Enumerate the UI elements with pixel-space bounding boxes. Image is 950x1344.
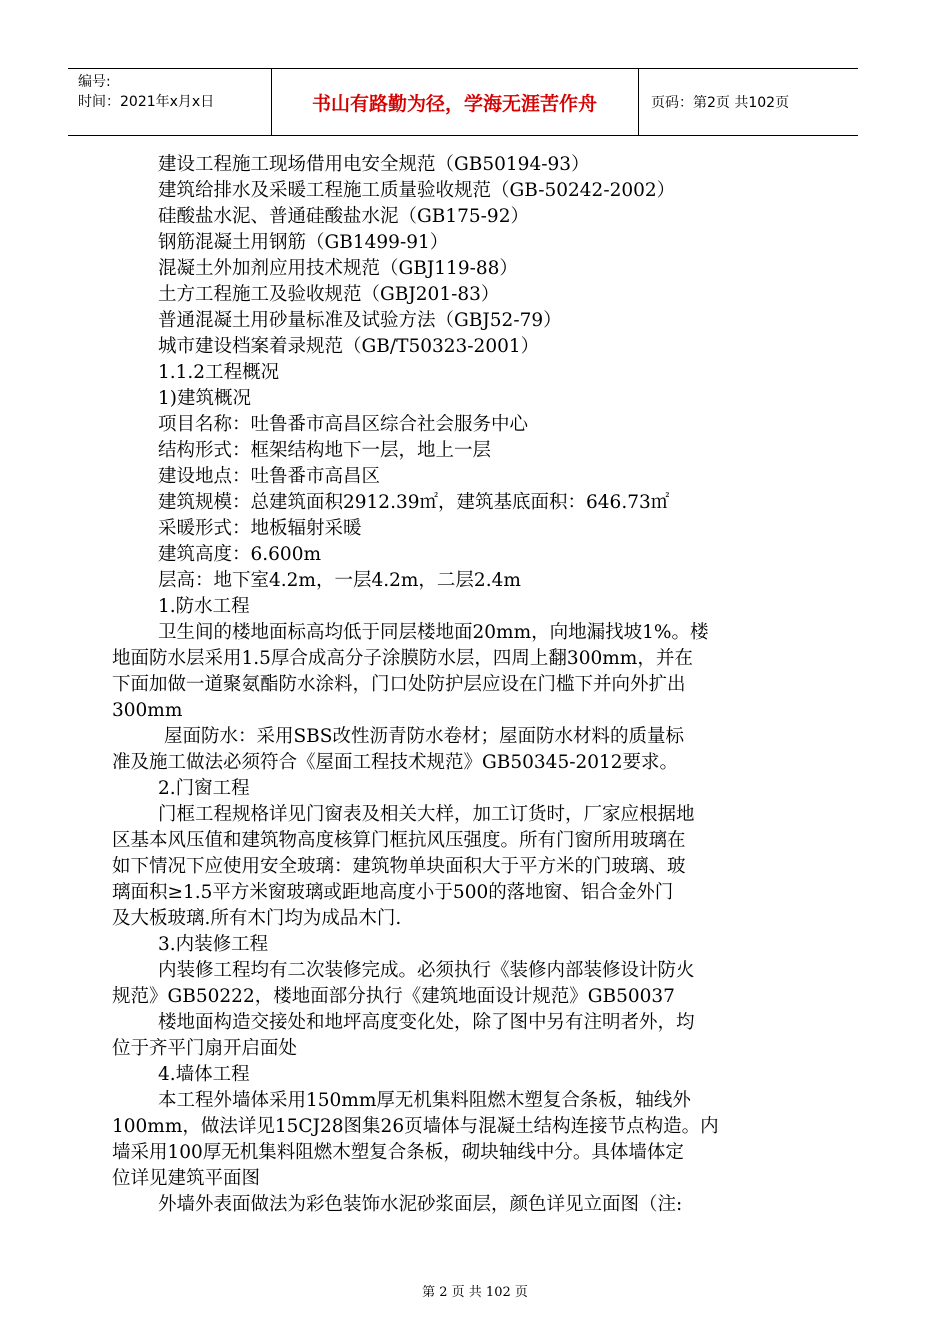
paragraph-first-line: 屋面防水：采用SBS改性沥青防水卷材；屋面防水材料的质量标 [164, 726, 684, 747]
document-header [68, 68, 858, 136]
document-body [158, 152, 794, 620]
text-line: 混凝土外加剂应用技术规范（GBJ119-88） [158, 258, 518, 279]
text-line: 建设地点：吐鲁番市高昌区 [158, 466, 381, 487]
paragraph-line: 规范》GB50222，楼地面部分执行《建筑地面设计规范》GB50037 [112, 986, 675, 1007]
text-line: 层高：地下室4.2m，一层4.2m，二层2.4m [158, 570, 521, 591]
section-heading: 4.墙体工程 [158, 1064, 250, 1085]
paragraph-line: 璃面积≥1.5平方米窗玻璃或距地高度小于500的落地窗、铝合金外门 [112, 882, 674, 903]
header-motto: 书山有路勤为径，学海无涯苦作舟 [311, 92, 597, 115]
text-line: 普通混凝土用砂量标准及试验方法（GBJ52-79） [158, 310, 562, 331]
paragraph-line: 地面防水层采用1.5厚合成高分子涂膜防水层，四周上翻300mm，并在 [112, 648, 693, 669]
text-line: 项目名称：吐鲁番市高昌区综合社会服务中心 [158, 414, 529, 435]
paragraph-first-line: 外墙外表面做法为彩色装饰水泥砂浆面层，颜色详见立面图（注: [158, 1194, 683, 1215]
paragraph-first-line: 楼地面构造交接处和地坪高度变化处，除了图中另有注明者外，均 [158, 1012, 695, 1033]
text-line: 城市建设档案着录规范（GB/T50323-2001） [158, 336, 540, 357]
header-page-number: 页码：第2页 共102页 [651, 95, 790, 111]
section-heading: 1.1.2工程概况 [158, 362, 280, 383]
paragraph-first-line: 门框工程规格详见门窗表及相关大样，加工订货时，厂家应根据地 [158, 804, 695, 825]
paragraph-line: 位于齐平门扇开启面处 [112, 1038, 298, 1059]
text-line: 建筑规模：总建筑面积2912.39㎡，建筑基底面积：646.73㎡ [158, 492, 670, 513]
paragraph-first-line: 本工程外墙体采用150mm厚无机集料阻燃木塑复合条板，轴线外 [158, 1090, 691, 1111]
paragraph-first-line: 内装修工程均有二次装修完成。必须执行《装修内部装修设计防火 [158, 960, 695, 981]
header-meta [78, 72, 214, 112]
text-line: 建筑给排水及采暖工程施工质量验收规范（GB-50242-2002） [158, 180, 676, 201]
paragraph-first-line: 卫生间的楼地面标高均低于同层楼地面20mm，向地漏找坡1%。楼 [158, 622, 709, 643]
text-line: 钢筋混凝土用钢筋（GB1499-91） [158, 232, 449, 253]
paragraph-line: 及大板玻璃.所有木门均为成品木门. [112, 908, 402, 929]
paragraph-line: 墙采用100厚无机集料阻燃木塑复合条板，砌块轴线中分。具体墙体定 [112, 1142, 684, 1163]
paragraph-line: 如下情况下应使用安全玻璃：建筑物单块面积大于平方米的门玻璃、玻 [112, 856, 686, 877]
text-line: 结构形式：框架结构地下一层，地上一层 [158, 440, 492, 461]
section-heading: 1.防水工程 [158, 596, 250, 617]
text-line: 建筑高度：6.600m [158, 544, 322, 565]
paragraph-line: 300mm [112, 700, 183, 721]
text-line: 土方工程施工及验收规范（GBJ201-83） [158, 284, 500, 305]
text-line: 采暖形式：地板辐射采暖 [158, 518, 362, 539]
paragraph-line: 100mm，做法详见15CJ28图集26页墙体与混凝土结构连接节点构造。内 [112, 1116, 719, 1137]
section-heading: 3.内装修工程 [158, 934, 269, 955]
document-number-label: 编号: [78, 74, 111, 90]
paragraph-line: 准及施工做法必须符合《屋面工程技术规范》GB50345-2012要求。 [112, 752, 679, 773]
subsection-heading: 1)建筑概况 [158, 388, 251, 409]
text-line: 建设工程施工现场借用电安全规范（GB50194-93） [158, 154, 590, 175]
document-time-label: 时间：2021年x月x日 [78, 94, 215, 110]
page-footer: 第 2 页 共 102 页 [422, 1285, 528, 1300]
text-line: 硅酸盐水泥、普通硅酸盐水泥（GB175-92） [158, 206, 529, 227]
paragraph-line: 下面加做一道聚氨酯防水涂料，门口处防护层应设在门槛下并向外扩出 [112, 674, 686, 695]
paragraph-line: 位详见建筑平面图 [112, 1168, 261, 1189]
section-heading: 2.门窗工程 [158, 778, 250, 799]
waterproof-paragraph [112, 620, 794, 1218]
header-divider [638, 69, 639, 135]
paragraph-line: 区基本风压值和建筑物高度核算门框抗风压强度。所有门窗所用玻璃在 [112, 830, 686, 851]
